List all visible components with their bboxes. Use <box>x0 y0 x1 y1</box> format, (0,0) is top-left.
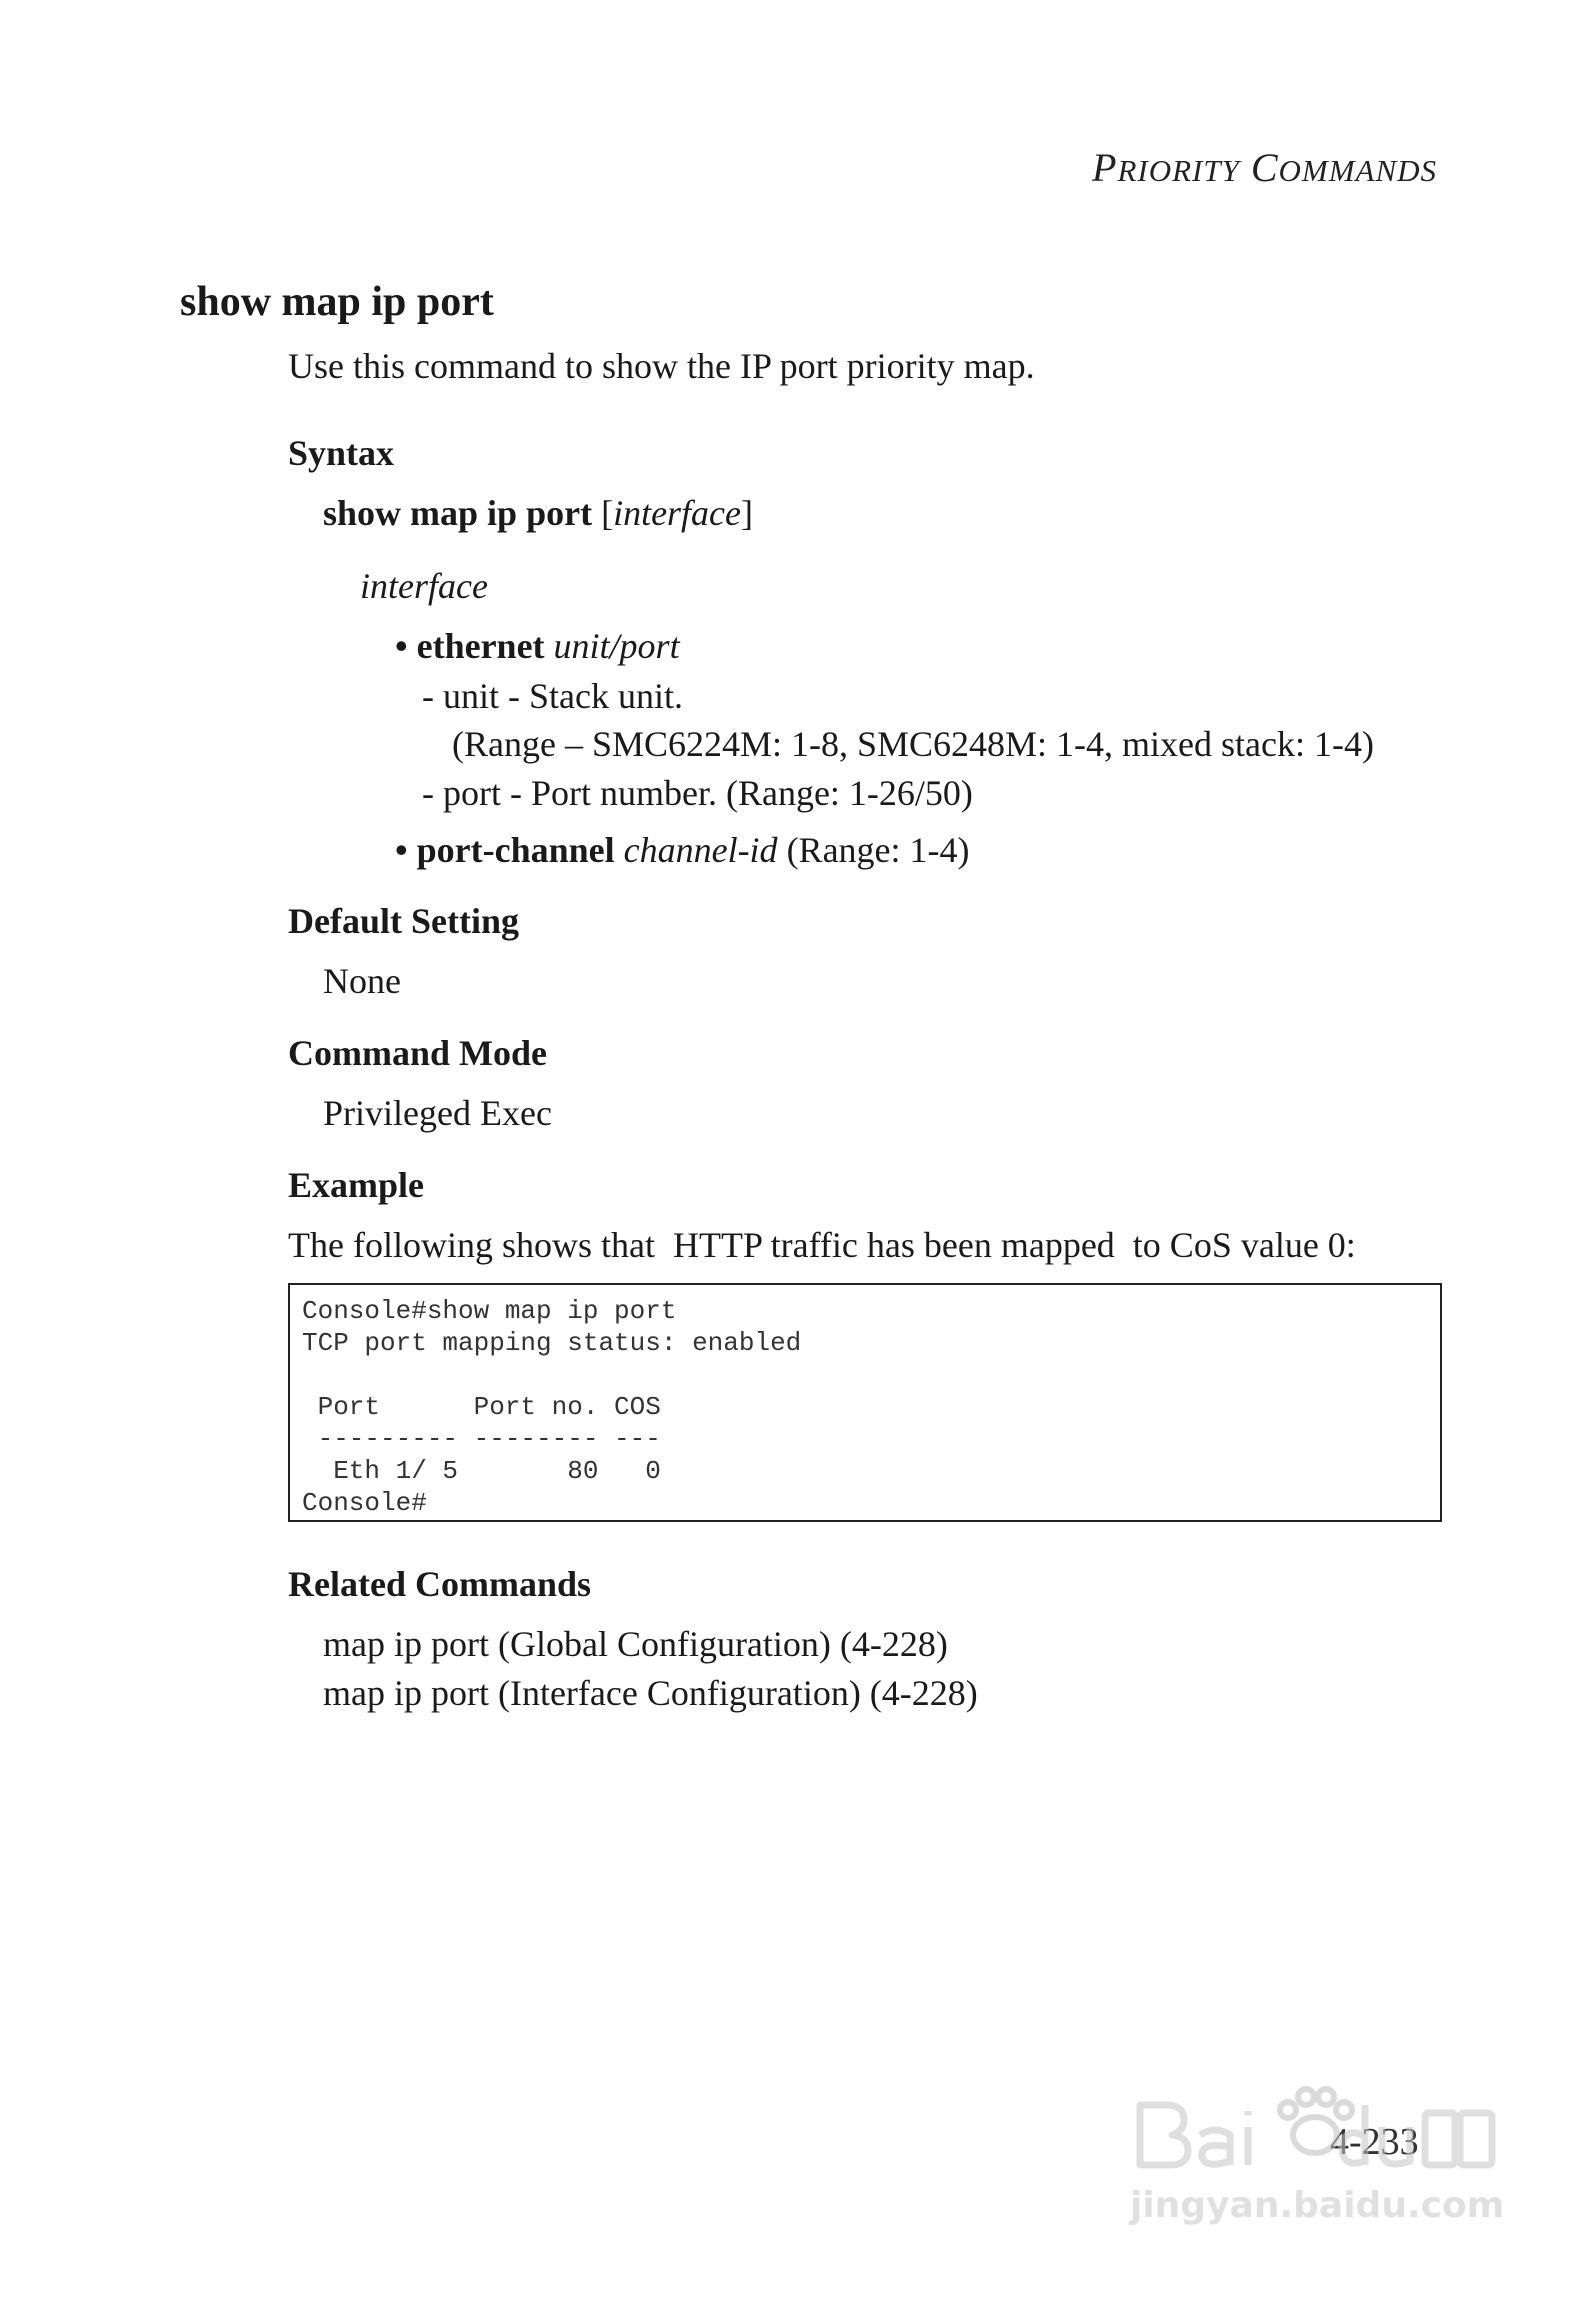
command-mode-heading: Command Mode <box>288 1033 547 1073</box>
command-description: Use this command to show the IP port priority map. <box>288 346 1035 386</box>
running-header-c: C <box>1250 145 1279 190</box>
command-mode-value: Privileged Exec <box>323 1093 552 1133</box>
syntax-command: show map ip port <box>323 493 593 533</box>
command-title: show map ip port <box>180 279 494 325</box>
console-line: Console# <box>302 1488 427 1518</box>
related-command-item: map ip port (Interface Configuration) (4-228) <box>323 1673 978 1713</box>
default-setting-heading: Default Setting <box>288 901 519 941</box>
bullet-keyword: port-channel <box>416 830 615 870</box>
related-commands-heading: Related Commands <box>288 1564 591 1604</box>
bullet-arg: channel-id <box>623 830 778 870</box>
sub-item-text: port - Port number. (Range: 1-26/50) <box>443 773 973 813</box>
syntax-bracket-close: ] <box>741 493 754 533</box>
running-header-ommands: OMMANDS <box>1278 153 1438 188</box>
sub-item-range <box>452 723 1374 765</box>
syntax-param: interface <box>613 493 742 533</box>
bullet-dot: • <box>395 830 408 870</box>
console-output-box <box>288 1283 1442 1522</box>
example-intro: The following shows that HTTP traffic has been mapped to CoS value 0: <box>288 1225 1356 1265</box>
bullet-ethernet <box>395 625 680 667</box>
running-header-riority: RIORITY <box>1117 153 1240 188</box>
sub-item-unit <box>422 675 683 717</box>
syntax-line <box>323 492 753 534</box>
running-header <box>1092 144 1437 191</box>
bullet-keyword: ethernet <box>416 626 545 666</box>
console-line: --------- -------- --- <box>302 1424 661 1454</box>
default-setting-value: None <box>323 961 401 1001</box>
bullet-arg: unit/port <box>553 626 680 666</box>
syntax-heading: Syntax <box>288 433 395 473</box>
console-line: Console#show map ip port <box>302 1296 677 1326</box>
sub-item-dash: - <box>422 773 434 813</box>
sub-item-text: (Range – SMC6224M: 1-8, SMC6248M: 1-4, mixed stack: 1-4) <box>452 724 1374 764</box>
console-line: TCP port mapping status: enabled <box>302 1328 802 1358</box>
bullet-dot: • <box>395 626 408 666</box>
baidu-logo-icon <box>1120 2065 1500 2185</box>
sub-item-port <box>422 772 973 814</box>
baidu-watermark <box>1120 2065 1505 2265</box>
console-output <box>290 1285 1440 1519</box>
sub-item-dash: - <box>422 676 434 716</box>
page-number: 4-233 <box>1330 2121 1419 2163</box>
console-line: Port Port no. COS <box>302 1392 661 1422</box>
sub-item-text: unit - Stack unit. <box>443 676 683 716</box>
running-header-p: P <box>1092 145 1118 190</box>
bullet-port-channel <box>395 829 970 871</box>
param-label: interface <box>360 566 488 606</box>
bullet-rest: (Range: 1-4) <box>786 830 970 870</box>
console-line: Eth 1/ 5 80 0 <box>302 1456 661 1486</box>
related-command-item: map ip port (Global Configuration) (4-228) <box>323 1624 948 1664</box>
watermark-url: jingyan.baidu.com <box>1130 2185 1505 2226</box>
syntax-bracket-open: [ <box>601 493 614 533</box>
example-heading: Example <box>288 1165 425 1205</box>
